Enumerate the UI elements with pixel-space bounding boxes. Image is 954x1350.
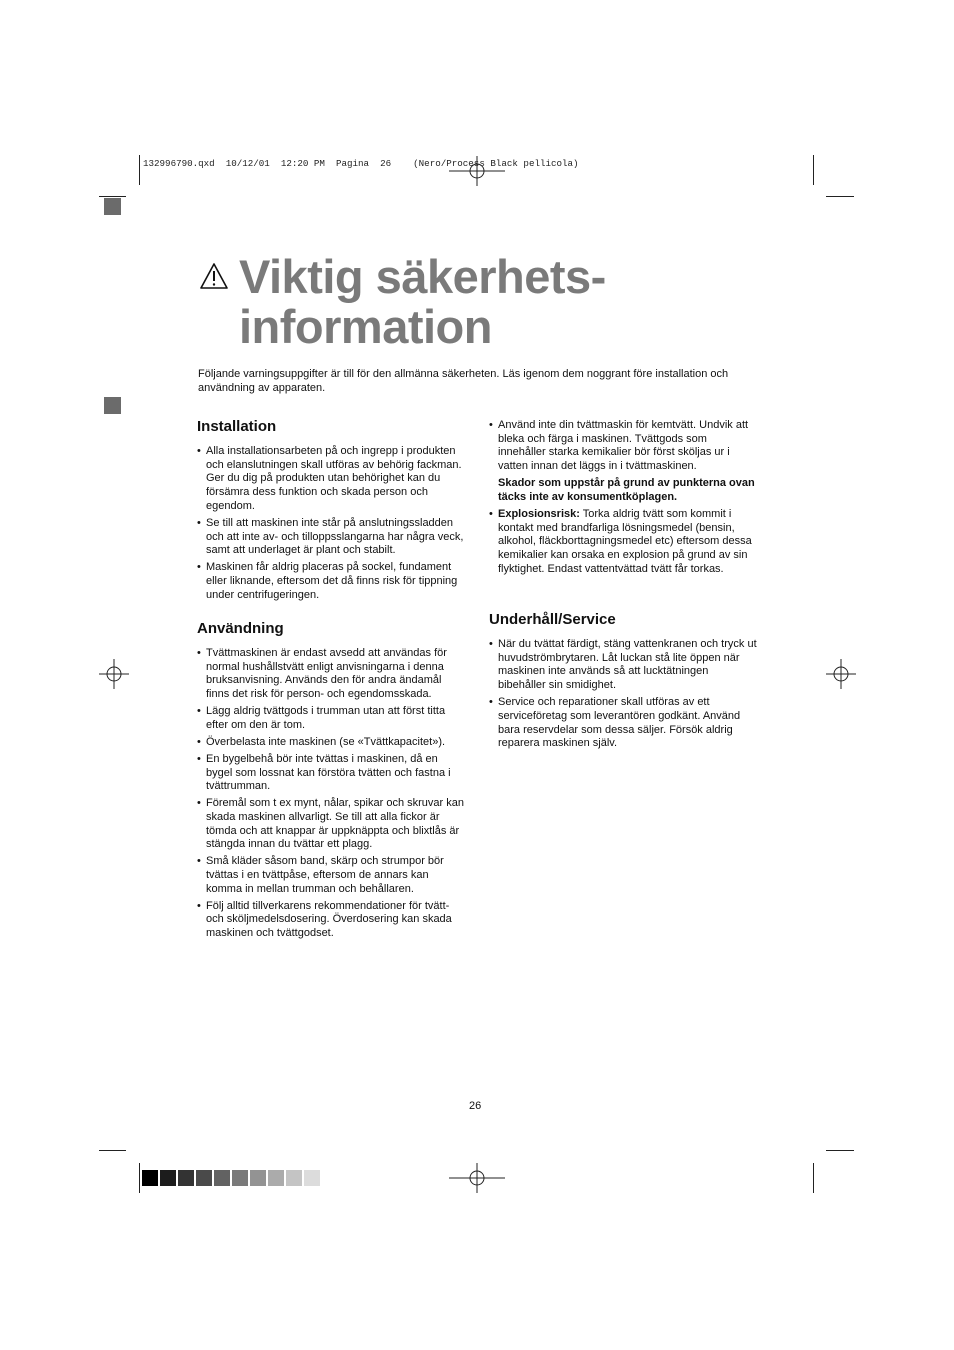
page-title-line2: information [239, 300, 492, 353]
crop-mark-top-left-h [99, 196, 126, 197]
registration-mark-icon [826, 659, 856, 689]
crop-mark-top-right-v [813, 155, 814, 185]
registration-mark-icon [449, 1163, 505, 1193]
warranty-note: Skador som uppstår på grund av punkterna ovan täcks inte av konsumentköplagen. [498, 477, 755, 503]
page-number: 26 [469, 1100, 482, 1112]
color-swatch [304, 1170, 320, 1186]
left-column-lower [197, 620, 465, 944]
crop-mark-bottom-right-h [826, 1150, 854, 1151]
crop-mark-bottom-right-v [813, 1163, 814, 1193]
explosion-list [489, 508, 757, 577]
anvandning-list [197, 647, 465, 941]
list-item: • Lägg aldrig tvättgods i trumman utan att först titta efter om den är tom. [197, 705, 465, 732]
list-item: • Följ alltid tillverkarens rekommendationer för tvätt- och sköljmedelsdosering. Överdosering kan skada maskinen och tvättgodset. [197, 900, 465, 941]
list-item-explosion [489, 508, 757, 577]
color-swatch [142, 1170, 158, 1186]
explosion-text: Torka aldrig tvätt som kommit i kontakt med brandfarliga lösningsmedel (bensin, alkohol, fläckborttagningsmedel etc) eftersom dessa kemikalier kan orsaka en explosion på grund av sin flyktighet. Endast vattentvättad tvätt får torkas. [498, 507, 752, 575]
list-item: • Se till att maskinen inte står på anslutningssladden och att inte av- och tilloppsslangarna har några veck, samt att underlaget är plant och stabilt. [197, 517, 465, 558]
color-swatch [160, 1170, 176, 1186]
intro-paragraph: Följande varningsuppgifter är till för den allmänna säkerheten. Läs igenom dem noggrant före installation och användning av apparaten. [198, 368, 729, 394]
list-item: • Alla installationsarbeten på och ingrepp i produkten och elanslutningen skall utföras av behörig fackman. Ger du dig på produkten utan behörighet kan du försämra dess funktion och skada person och egendom. [197, 445, 465, 514]
registration-mark-icon [99, 659, 129, 689]
color-swatch [286, 1170, 302, 1186]
installation-list [197, 445, 465, 602]
explosion-label: Explosionsrisk: [498, 507, 580, 520]
list-item: • Föremål som t ex mynt, nålar, spikar och skruvar kan skada maskinen allvarligt. Se till att alla fickor är tömda och att knappar är uppknäppta och blixtlås är stängda innan du tvättar ett plagg. [197, 797, 465, 852]
section-heading-installation: Installation [197, 418, 277, 435]
underhall-list [489, 638, 757, 751]
list-item: • En bygelbehå bör inte tvättas i maskinen, då en bygel som lossnat kan förstöra tvätten och fastna i tvättrumman. [197, 753, 465, 794]
print-slug: 132996790.qxd 10/12/01 12:20 PM Pagina 26 (Nero/Process Black pellicola) [143, 158, 579, 169]
margin-marker-square [104, 397, 121, 414]
color-swatch [250, 1170, 266, 1186]
left-column [197, 418, 465, 606]
right-top-list [489, 419, 757, 474]
warning-triangle-icon [199, 262, 229, 290]
list-item: • När du tvättat färdigt, stäng vattenkranen och tryck ut huvudströmbrytaren. Låt luckan stå lite öppen när maskinen inte används så att lucktätningen bibehåller sin smidighet. [489, 638, 757, 693]
margin-marker-square [104, 198, 121, 215]
right-column [489, 419, 757, 580]
color-swatch [232, 1170, 248, 1186]
list-item: • Små kläder såsom band, skärp och strumpor bör tvättas i en tvättpåse, eftersom de annars kan komma in mellan trumman och behållaren. [197, 855, 465, 896]
registration-mark-icon [449, 156, 505, 186]
color-swatch [214, 1170, 230, 1186]
crop-mark-bottom-left-h [99, 1150, 126, 1151]
crop-mark-bottom-left-v [139, 1163, 140, 1193]
right-column-lower [489, 611, 757, 754]
color-swatch [268, 1170, 284, 1186]
section-heading-underhall: Underhåll/Service [489, 611, 616, 628]
crop-mark-top-left-v [139, 155, 140, 185]
page-title [239, 252, 606, 352]
list-item: • Använd inte din tvättmaskin för kemtvätt. Undvik att bleka och färga i maskinen. Tvättgods som innehåller starka kemikalier bör först sköljas ur i vatten innan det läggs in i tvättmaskinen. [489, 419, 757, 474]
list-item: • Maskinen får aldrig placeras på sockel, fundament eller liknande, eftersom det då finns risk för tippning under centrifugeringen. [197, 561, 465, 602]
list-item: • Tvättmaskinen är endast avsedd att användas för normal hushållstvätt enligt anvisningarna i denna bruksanvisning. Används den för andra ändamål finns det risk för person- och egendomsskada. [197, 647, 465, 702]
crop-mark-top-right-h [826, 196, 854, 197]
color-swatch [178, 1170, 194, 1186]
page-title-line1: Viktig säkerhets- [239, 250, 606, 303]
list-item: • Service och reparationer skall utföras av ett serviceföretag som leverantören godkänt. Använd bara reservdelar som dessa säljer. Försök aldrig reparera maskinen själv. [489, 696, 757, 751]
section-heading-anvandning: Användning [197, 620, 284, 637]
list-item: • Överbelasta inte maskinen (se «Tvättkapacitet»). [197, 736, 465, 750]
color-swatch [196, 1170, 212, 1186]
